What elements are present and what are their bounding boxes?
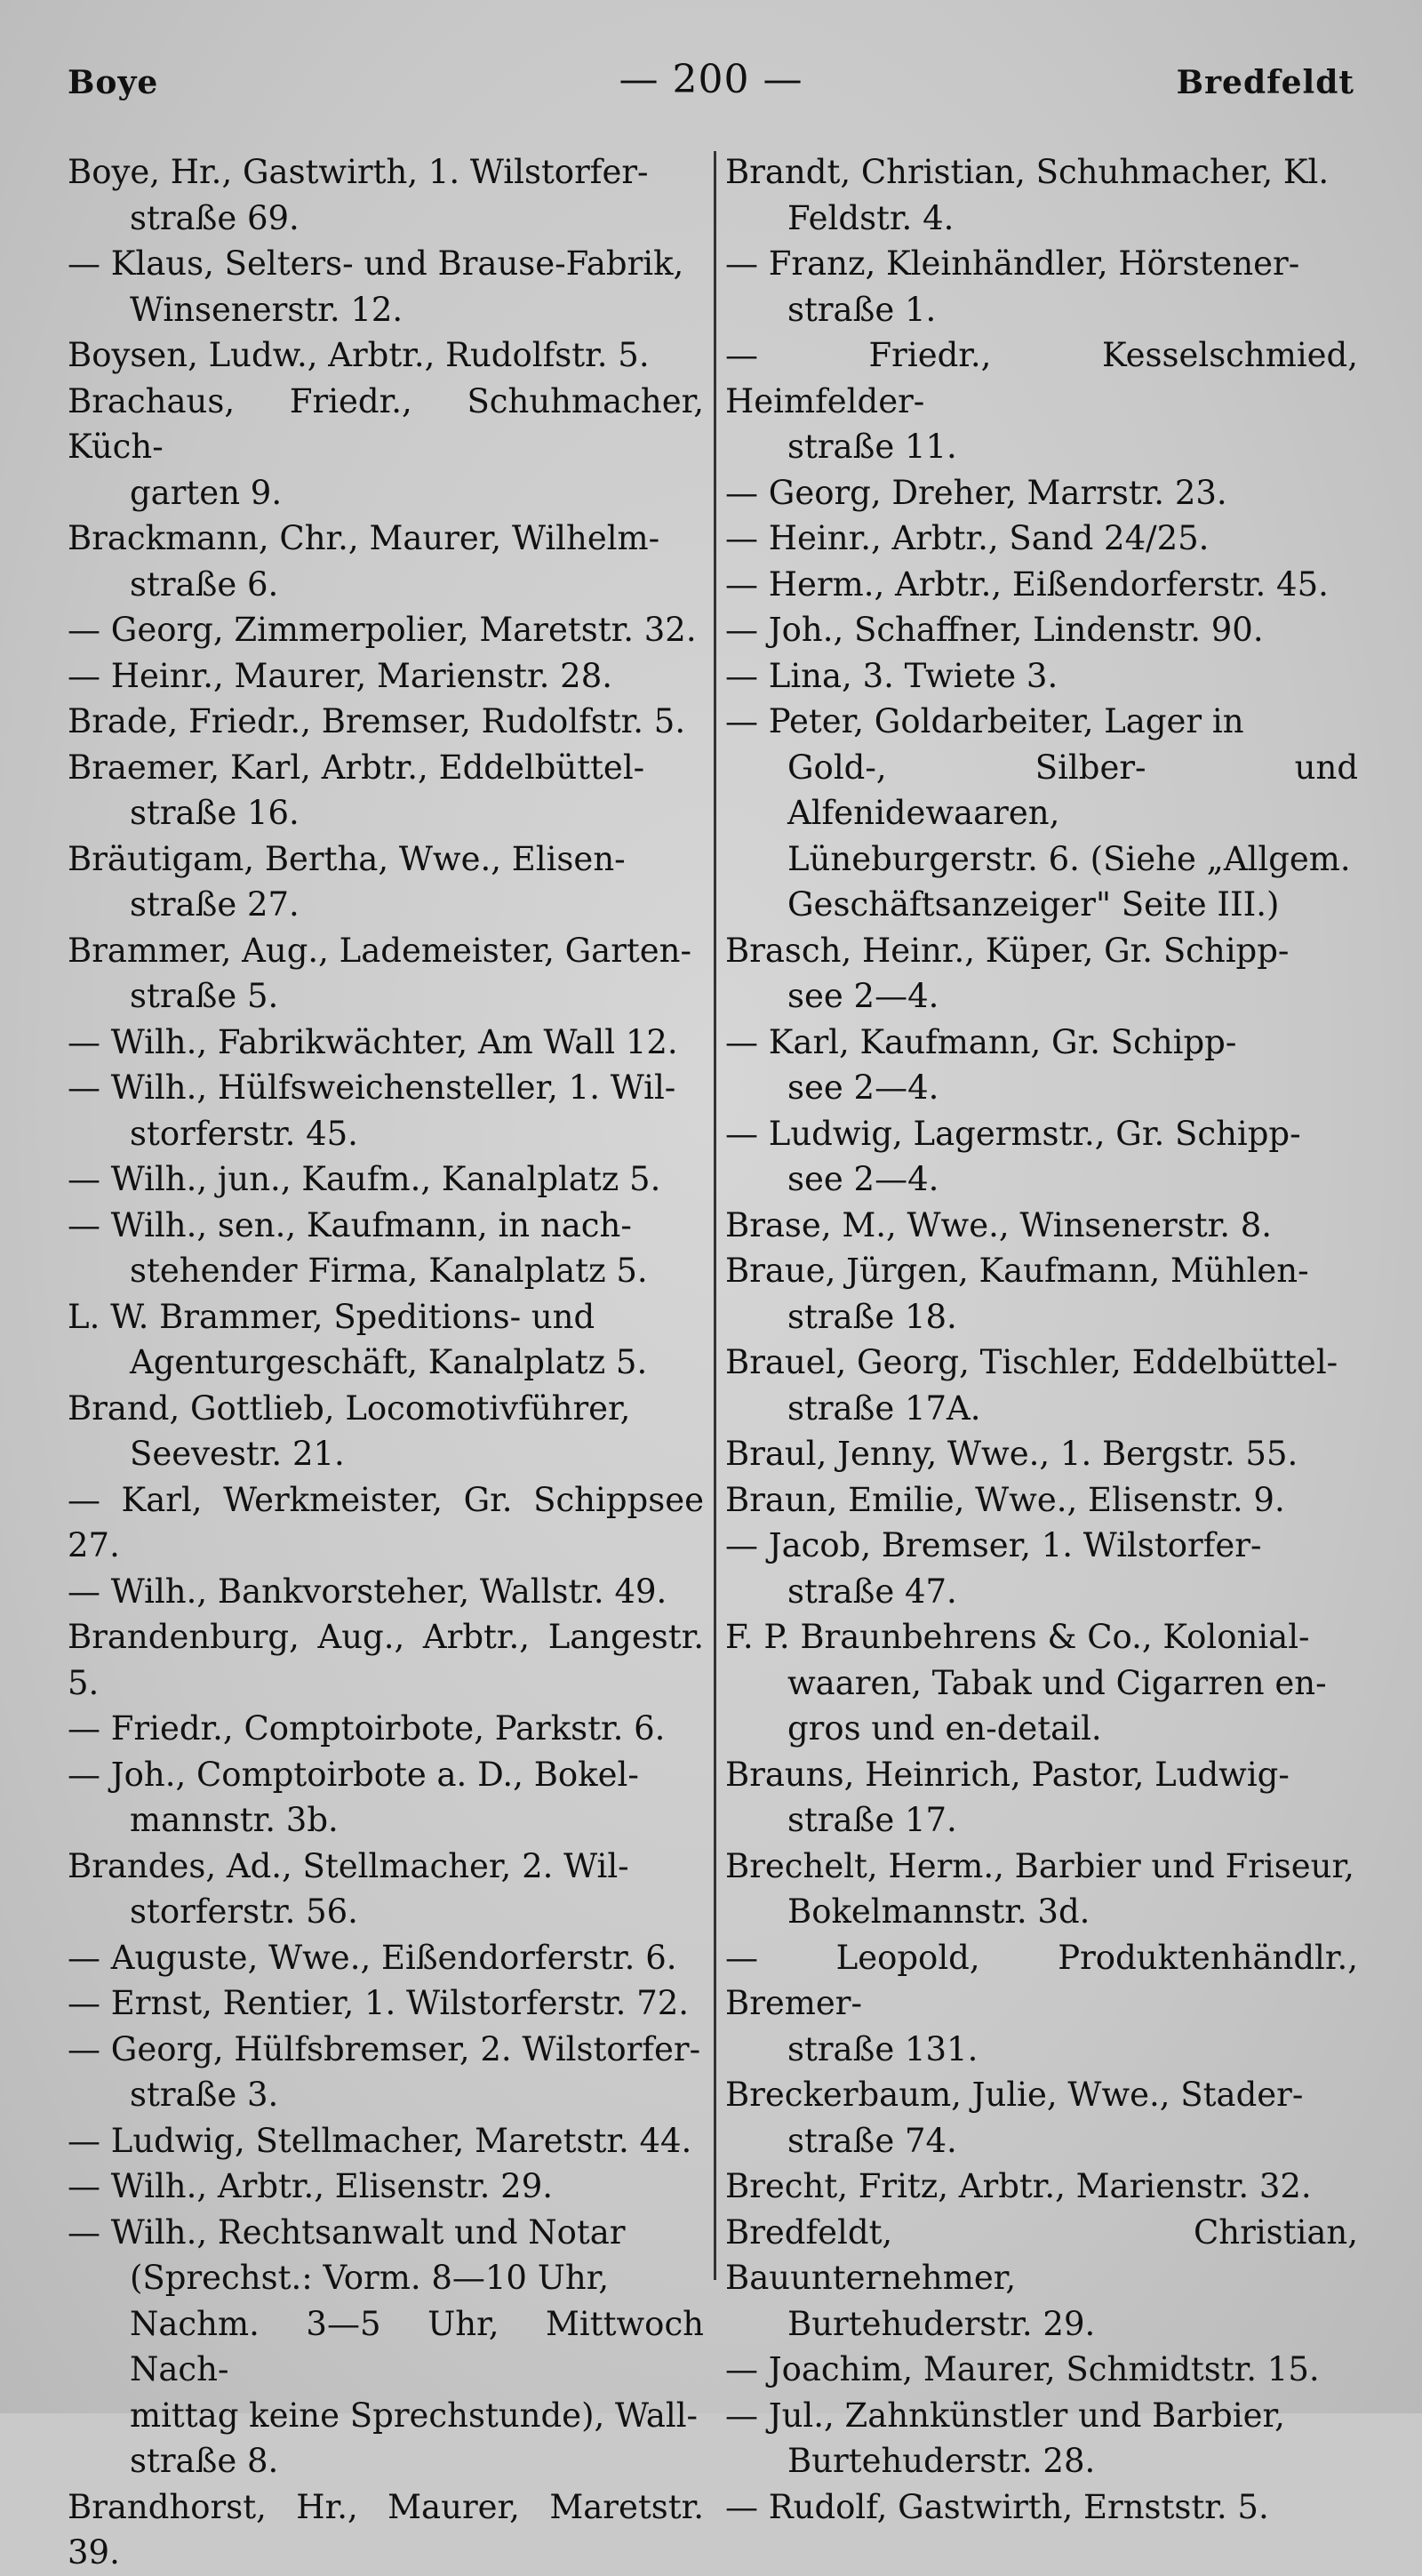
directory-entry (68, 607, 704, 653)
entry-line: — Karl, Werkmeister, Gr. Schippsee 27. (68, 1480, 704, 1564)
entry-line: Brackmann, Chr., Maurer, Wilhelm- (68, 519, 660, 557)
directory-entry (725, 149, 1358, 241)
entry-line: — Leopold, Produktenhändlr., Bremer- (725, 1938, 1358, 2022)
directory-entry (725, 332, 1358, 470)
directory-entry (68, 1020, 704, 1066)
directory-entry (68, 928, 704, 1020)
entry-continuation-line: straße 8. (130, 2442, 279, 2480)
entry-line: — Wilh., Hülfsweichensteller, 1. Wil- (68, 1068, 676, 1107)
entry-continuation-line: Burtehuderstr. 29. (787, 2304, 1096, 2343)
directory-entry (68, 745, 704, 836)
directory-entry (68, 2027, 704, 2118)
left-column (68, 149, 704, 2576)
entry-line: — Ludwig, Lagermstr., Gr. Schipp- (725, 1114, 1301, 1153)
directory-entry (68, 1844, 704, 1935)
entry-continuation-line: gros und en-detail. (787, 1709, 1102, 1748)
entry-continuation-line: garten 9. (130, 473, 283, 512)
directory-entry (725, 2072, 1358, 2164)
entry-line: Brandes, Ad., Stellmacher, 2. Wil- (68, 1846, 629, 1885)
entry-continuation-line: straße 18. (787, 1297, 957, 1336)
entry-line: Braun, Emilie, Wwe., Elisenstr. 9. (725, 1480, 1285, 1519)
entry-continuation-line: straße 27. (130, 885, 300, 924)
directory-entry (68, 836, 704, 928)
entry-line: — Friedr., Comptoirbote, Parkstr. 6. (68, 1709, 666, 1748)
entry-line: — Ernst, Rentier, 1. Wilstorferstr. 72. (68, 1984, 690, 2022)
entry-line: Brecht, Fritz, Arbtr., Marienstr. 32. (725, 2167, 1312, 2205)
directory-entry (725, 2210, 1358, 2348)
directory-entry (68, 379, 704, 516)
entry-line: — Jul., Zahnkünstler und Barbier, (725, 2396, 1285, 2435)
entry-line: Brechelt, Herm., Barbier und Friseur, (725, 1846, 1354, 1885)
entry-line: L. W. Brammer, Speditions- und (68, 1297, 595, 1336)
entry-continuation-line: straße 131. (787, 2029, 979, 2068)
entry-continuation-line: mannstr. 3b. (130, 1801, 339, 1839)
directory-entry (68, 653, 704, 700)
entry-line: — Wilh., jun., Kaufm., Kanalplatz 5. (68, 1160, 661, 1198)
entry-line: Boye, Hr., Gastwirth, 1. Wilstorfer- (68, 153, 649, 191)
directory-entry (725, 2484, 1358, 2531)
entry-line: — Georg, Dreher, Marrstr. 23. (725, 473, 1227, 512)
entry-line: — Joh., Schaffner, Lindenstr. 90. (725, 611, 1264, 649)
directory-entry (68, 1752, 704, 1844)
entry-line: — Georg, Zimmerpolier, Maretstr. 32. (68, 611, 697, 649)
entry-line: Brandt, Christian, Schuhmacher, Kl. (725, 153, 1330, 191)
entry-continuation-line: mittag keine Sprechstunde), Wall- (130, 2396, 699, 2435)
entry-line: — Friedr., Kesselschmied, Heimfelder- (725, 336, 1358, 420)
entry-continuation-line: straße 3. (130, 2076, 279, 2114)
entry-continuation-line: storferstr. 45. (130, 1114, 358, 1153)
entry-line: — Karl, Kaufmann, Gr. Schipp- (725, 1022, 1237, 1061)
entry-continuation-line: Gold-, Silber- und Alfenidewaaren, (787, 748, 1358, 832)
directory-entry (725, 653, 1358, 700)
entry-continuation-line: see 2—4. (787, 1160, 939, 1198)
entry-continuation-line: straße 47. (787, 1572, 957, 1611)
entry-continuation-line: Geschäftsanzeiger" Seite III.) (787, 885, 1280, 924)
directory-entry (725, 1614, 1358, 1752)
directory-entry (68, 1569, 704, 1615)
entry-line: Brammer, Aug., Lademeister, Garten- (68, 931, 691, 970)
column-divider (714, 151, 716, 2280)
directory-entry (725, 2393, 1358, 2484)
entry-line: — Joachim, Maurer, Schmidtstr. 15. (725, 2350, 1320, 2388)
entry-line: Bräutigam, Bertha, Wwe., Elisen- (68, 839, 626, 878)
directory-entry (725, 1523, 1358, 1614)
entry-continuation-line: (Sprechst.: Vorm. 8—10 Uhr, (130, 2259, 610, 2297)
entry-line: Brade, Friedr., Bremser, Rudolfstr. 5. (68, 702, 686, 740)
directory-entry (725, 1935, 1358, 2073)
entry-line: Brandenburg, Aug., Arbtr., Langestr. 5. (68, 1618, 704, 1702)
entry-line: — Auguste, Wwe., Eißendorferstr. 6. (68, 1938, 677, 1977)
directory-entry (725, 1340, 1358, 1431)
entry-continuation-line: straße 69. (130, 198, 300, 237)
entry-line: Bredfeldt, Christian, Bauunternehmer, (725, 2212, 1358, 2297)
directory-entry (725, 2164, 1358, 2210)
entry-line: Brauns, Heinrich, Pastor, Ludwig- (725, 1755, 1290, 1794)
directory-entry (68, 1294, 704, 1386)
entry-line: — Klaus, Selters- und Brause-Fabrik, (68, 244, 684, 283)
directory-entry (68, 1935, 704, 1981)
entry-line: — Wilh., Arbtr., Elisenstr. 29. (68, 2167, 554, 2205)
entry-continuation-line: straße 17A. (787, 1388, 981, 1428)
directory-entry (725, 1020, 1358, 1111)
entry-continuation-line: straße 16. (130, 794, 300, 832)
entry-line: — Wilh., sen., Kaufmann, in nach- (68, 1205, 632, 1244)
directory-entry (68, 2164, 704, 2210)
entry-line: — Heinr., Maurer, Marienstr. 28. (68, 656, 613, 695)
entry-continuation-line: straße 74. (787, 2121, 957, 2160)
directory-entry (725, 1248, 1358, 1340)
entry-line: Brand, Gottlieb, Locomotivführer, (68, 1388, 631, 1428)
directory-entry (725, 1203, 1358, 1249)
entry-line: Brachaus, Friedr., Schuhmacher, Küch- (68, 381, 704, 466)
directory-entry (68, 1980, 704, 2027)
entry-line: Brauel, Georg, Tischler, Eddelbüttel- (725, 1343, 1338, 1381)
directory-entry (68, 699, 704, 745)
entry-line: — Herm., Arbtr., Eißendorferstr. 45. (725, 564, 1329, 604)
directory-entry (68, 2484, 704, 2576)
directory-entry (725, 2347, 1358, 2393)
entry-line: Brandhorst, Hr., Maurer, Maretstr. 39. (68, 2487, 704, 2572)
entry-line: Boysen, Ludw., Arbtr., Rudolfstr. 5. (68, 336, 650, 374)
right-column (725, 149, 1358, 2530)
entry-continuation-line: Winsenerstr. 12. (130, 290, 403, 329)
directory-entry (68, 1156, 704, 1203)
entry-line: — Heinr., Arbtr., Sand 24/25. (725, 519, 1210, 557)
entry-line: — Joh., Comptoirbote a. D., Bokel- (68, 1755, 639, 1794)
entry-continuation-line: straße 5. (130, 977, 279, 1015)
entry-line: — Ludwig, Stellmacher, Maretstr. 44. (68, 2121, 692, 2160)
entry-continuation-line: Bokelmannstr. 3d. (787, 1892, 1090, 1931)
entry-continuation-line: Agenturgeschäft, Kanalplatz 5. (130, 1343, 648, 1381)
directory-entry (68, 1614, 704, 1706)
directory-entry (68, 1477, 704, 1569)
entry-continuation-line: Lüneburgerstr. 6. (Siehe „Allgem. (787, 839, 1351, 878)
entry-continuation-line: Burtehuderstr. 28. (787, 2442, 1096, 2480)
entry-line: — Georg, Hülfsbremser, 2. Wilstorfer- (68, 2029, 701, 2068)
entry-line: Braul, Jenny, Wwe., 1. Bergstr. 55. (725, 1435, 1298, 1473)
entry-line: — Wilh., Rechtsanwalt und Notar (68, 2212, 626, 2252)
directory-entry (725, 1477, 1358, 1524)
entry-continuation-line: see 2—4. (787, 1068, 939, 1107)
entry-continuation-line: straße 6. (130, 564, 279, 604)
entry-line: F. P. Braunbehrens & Co., Kolonial- (725, 1618, 1310, 1656)
directory-entry (68, 1386, 704, 1477)
running-head-left: Boye (68, 64, 159, 101)
entry-line: Brase, M., Wwe., Winsenerstr. 8. (725, 1205, 1273, 1244)
entry-continuation-line: straße 11. (787, 428, 957, 466)
entry-line: Braemer, Karl, Arbtr., Eddelbüttel- (68, 748, 645, 787)
directory-entry (725, 928, 1358, 1020)
entry-continuation-line: Nachm. 3—5 Uhr, Mittwoch Nach- (130, 2304, 704, 2388)
entry-line: Breckerbaum, Julie, Wwe., Stader- (725, 2076, 1304, 2114)
entry-continuation-line: Seevestr. 21. (130, 1435, 345, 1473)
entry-line: — Franz, Kleinhändler, Hörstener- (725, 244, 1300, 283)
entry-line: Braue, Jürgen, Kaufmann, Mühlen- (725, 1252, 1309, 1290)
entry-continuation-line: straße 17. (787, 1801, 957, 1839)
entry-line: Brasch, Heinr., Küper, Gr. Schipp- (725, 931, 1290, 970)
directory-entry (725, 699, 1358, 928)
directory-entry (725, 562, 1358, 608)
directory-entry (725, 1752, 1358, 1844)
page-number: — 200 — (619, 57, 803, 102)
entry-continuation-line: straße 1. (787, 290, 937, 329)
directory-entry (68, 516, 704, 607)
directory-entry (725, 1431, 1358, 1477)
directory-entry (725, 607, 1358, 653)
directory-entry (68, 332, 704, 379)
running-head-right: Bredfeldt (1176, 64, 1354, 101)
directory-entry (68, 241, 704, 332)
directory-entry (68, 2210, 704, 2484)
entry-continuation-line: see 2—4. (787, 977, 939, 1015)
directory-entry (725, 1844, 1358, 1935)
entry-line: — Rudolf, Gastwirth, Ernststr. 5. (725, 2487, 1269, 2526)
entry-continuation-line: storferstr. 56. (130, 1892, 358, 1931)
directory-entry (725, 470, 1358, 516)
directory-entry (725, 516, 1358, 562)
entry-line: — Wilh., Bankvorsteher, Wallstr. 49. (68, 1572, 667, 1611)
entry-continuation-line: waaren, Tabak und Cigarren en- (787, 1663, 1327, 1702)
entry-line: — Peter, Goldarbeiter, Lager in (725, 702, 1244, 740)
directory-entry (68, 1203, 704, 1294)
directory-entry (68, 149, 704, 241)
entry-line: — Jacob, Bremser, 1. Wilstorfer- (725, 1526, 1262, 1564)
directory-entry (725, 1111, 1358, 1203)
directory-entry (68, 1065, 704, 1156)
directory-entry (68, 1706, 704, 1752)
entry-continuation-line: stehender Firma, Kanalplatz 5. (130, 1252, 648, 1290)
directory-entry (725, 241, 1358, 332)
directory-entry (68, 2118, 704, 2164)
entry-line: — Wilh., Fabrikwächter, Am Wall 12. (68, 1022, 678, 1061)
entry-line: — Lina, 3. Twiete 3. (725, 656, 1059, 695)
entry-continuation-line: Feldstr. 4. (787, 198, 955, 237)
